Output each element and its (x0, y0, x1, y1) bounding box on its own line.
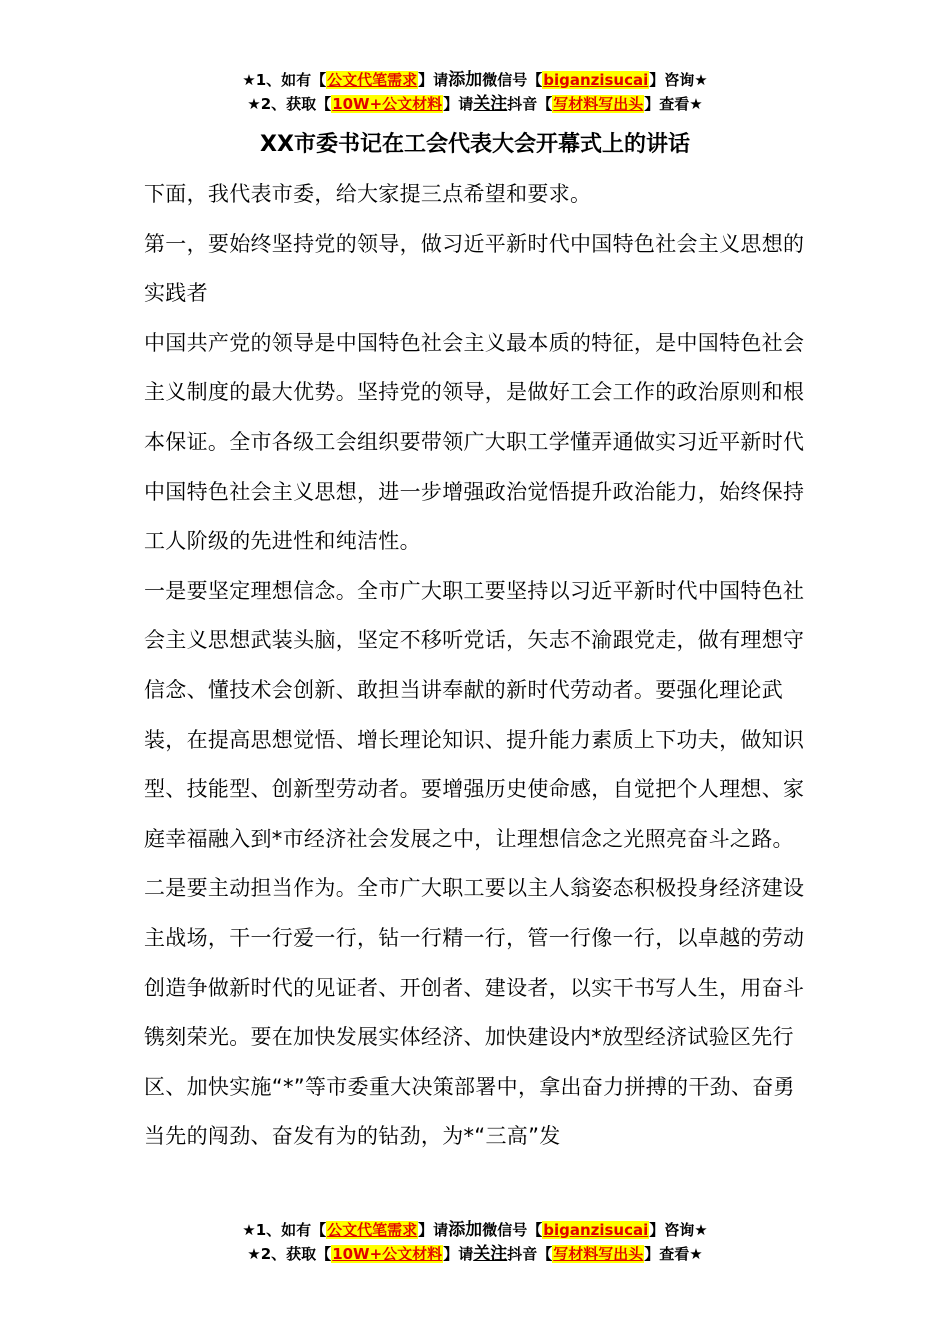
promo-emphasis: 添加 (448, 70, 483, 90)
promo-text: 抖音【 (507, 1245, 553, 1263)
promo-highlight: biganzisucai (543, 71, 649, 89)
promo-text: ★1、如有【 (242, 1221, 327, 1239)
promo-highlight: 公文代笔需求 (327, 71, 418, 89)
promo-text: 】咨询★ (649, 71, 708, 89)
top-promo-banner (0, 68, 950, 116)
section-heading: 第一，要始终坚持党的领导，做习近平新时代中国特色社会主义思想的实践者 (144, 231, 805, 306)
promo-emphasis: 关注 (473, 1244, 508, 1264)
promo-line-2 (0, 1242, 950, 1266)
promo-line-2 (0, 92, 950, 116)
promo-text: 】查看★ (644, 95, 703, 113)
promo-text: ★2、获取【 (247, 95, 332, 113)
promo-line-1 (0, 68, 950, 92)
promo-highlight: biganzisucai (543, 1221, 649, 1239)
promo-emphasis: 添加 (448, 1220, 483, 1240)
promo-text: 抖音【 (507, 95, 553, 113)
promo-text: 】查看★ (644, 1245, 703, 1263)
promo-highlight: 公文代笔需求 (327, 1221, 418, 1239)
promo-emphasis: 关注 (473, 94, 508, 114)
document-title: XX市委书记在工会代表大会开幕式上的讲话 (260, 132, 690, 157)
promo-text: ★1、如有【 (242, 71, 327, 89)
promo-text: ★2、获取【 (247, 1245, 332, 1263)
bottom-promo-banner (0, 1218, 950, 1266)
promo-highlight: 写材料写出头 (553, 1245, 644, 1263)
promo-text: 微信号【 (482, 1221, 543, 1239)
promo-text: 】请 (418, 71, 449, 89)
promo-highlight: 写材料写出头 (553, 95, 644, 113)
paragraph: 下面，我代表市委，给大家提三点希望和要求。 (144, 182, 592, 206)
promo-highlight: 10W+公文材料 (332, 1245, 443, 1263)
promo-text: 微信号【 (482, 71, 543, 89)
document-body (144, 170, 808, 1162)
promo-text: 】请 (418, 1221, 449, 1239)
promo-text: 】请 (443, 1245, 474, 1263)
paragraph: 二是要主动担当作为。全市广大职工要以主人翁姿态积极投身经济建设主战场，干一行爱一行，钻一行精一行，管一行像一行，以卓越的劳动创造争做新时代的见证者、开创者、建设者，以实干书写人生，用奋斗镌刻荣光。要在加快发展实体经济、加快建设内*放型经济试验区先行区、加快实施“*”等市委重大决策部署中，拿出奋力拼搏的干劲、奋勇当先的闯劲、奋发有为的钻劲，为*“三高”发 (144, 876, 805, 1149)
promo-text: 】咨询★ (649, 1221, 708, 1239)
promo-text: 】请 (443, 95, 474, 113)
paragraph: 中国共产党的领导是中国特色社会主义最本质的特征，是中国特色社会主义制度的最大优势。坚持党的领导，是做好工会工作的政治原则和根本保证。全市各级工会组织要带领广大职工学懂弄通做实习近平新时代中国特色社会主义思想，进一步增强政治觉悟提升政治能力，始终保持工人阶级的先进性和纯洁性。 (144, 330, 805, 554)
paragraph: 一是要坚定理想信念。全市广大职工要坚持以习近平新时代中国特色社会主义思想武装头脑，坚定不移听党话，矢志不渝跟党走，做有理想守信念、懂技术会创新、敢担当讲奉献的新时代劳动者。要强化理论武装，在提高思想觉悟、增长理论知识、提升能力素质上下功夫，做知识型、技能型、创新型劳动者。要增强历史使命感，自觉把个人理想、家庭幸福融入到*市经济社会发展之中，让理想信念之光照亮奋斗之路。 (144, 578, 805, 851)
promo-line-1 (0, 1218, 950, 1242)
promo-highlight: 10W+公文材料 (332, 95, 443, 113)
